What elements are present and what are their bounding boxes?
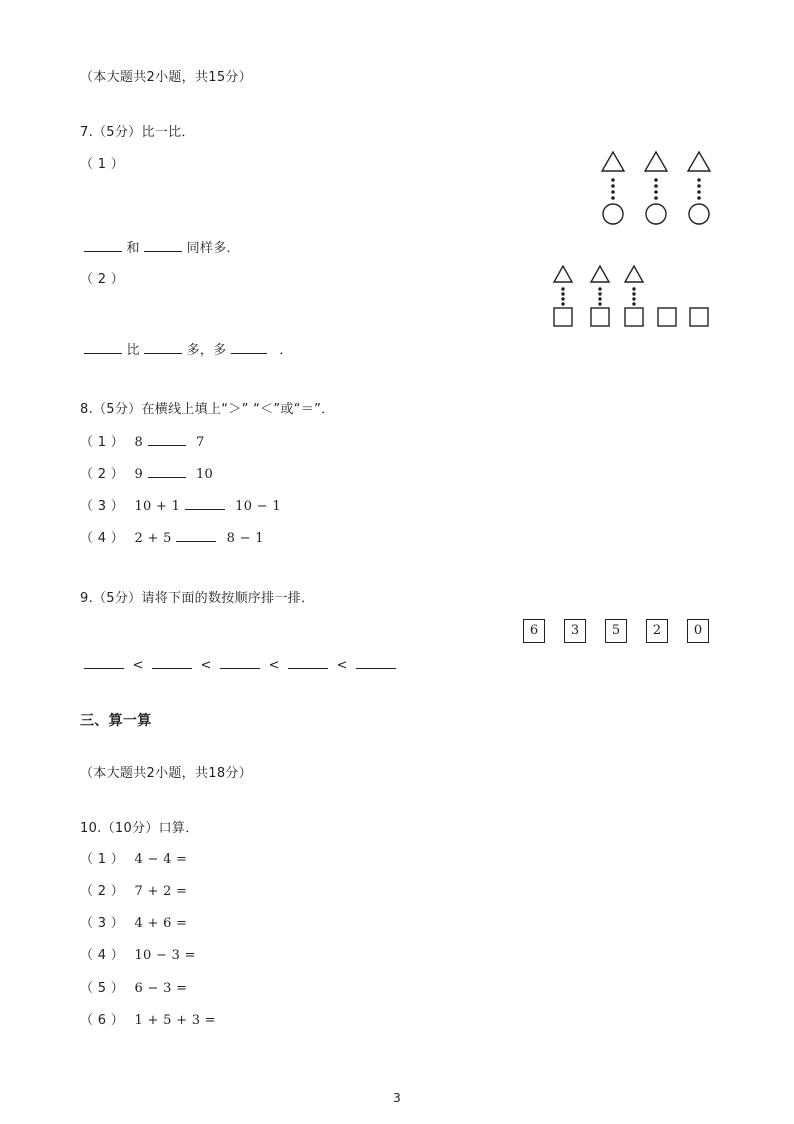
number-card: 6 [523, 619, 545, 643]
duo-text: 多，多 [186, 343, 227, 358]
square-shape [658, 308, 676, 326]
expression: 6 − 3 = [134, 981, 188, 996]
q7-part2-answer-line [84, 342, 293, 359]
page-number: 3 [393, 1091, 401, 1105]
square-shape [554, 308, 572, 326]
expression: 4 − 4 = [134, 852, 188, 867]
q8-item [80, 434, 205, 451]
expr-right: 7 [195, 435, 205, 450]
and-text: 和 [126, 241, 140, 256]
triangle-shape [554, 266, 572, 282]
q8-title: 8.（5分）在横线上填上“＞” “＜”或“＝”． [80, 402, 335, 417]
q10-item [80, 981, 187, 997]
circle-shape [646, 204, 666, 224]
q10-item [80, 948, 196, 964]
q8-item [80, 530, 264, 547]
same-text: 同样多． [186, 241, 240, 256]
q10-item [80, 884, 187, 900]
bi-text: 比 [126, 343, 140, 358]
answer-blank[interactable] [148, 466, 186, 478]
q7-title: 7.（5分）比一比． [80, 125, 195, 140]
answer-blank[interactable] [148, 434, 186, 446]
expression: 4 + 6 = [134, 916, 188, 931]
triangle-shape [591, 266, 609, 282]
item-label: （ 6 ） [80, 1013, 125, 1028]
item-label: （ 3 ） [80, 916, 125, 931]
q10-item [80, 916, 187, 932]
triangle-shape [625, 266, 643, 282]
square-shape [625, 308, 643, 326]
expr-left: 2 + 5 [134, 531, 172, 546]
number-card: 0 [687, 619, 709, 643]
section-note: （本大题共2小题，共15分） [80, 70, 253, 85]
period-text: ． [279, 343, 293, 358]
q7-part2-label: （ 2 ） [80, 272, 125, 287]
square-shape [591, 308, 609, 326]
expr-left: 10 + 1 [134, 499, 181, 514]
answer-blank[interactable] [144, 240, 182, 252]
expression: 10 − 3 = [134, 948, 196, 963]
less-than-sign: < [132, 658, 144, 673]
answer-blank[interactable] [84, 657, 124, 669]
item-label: （ 4 ） [80, 531, 125, 546]
item-label: （ 1 ） [80, 852, 125, 867]
expr-left: 9 [134, 467, 144, 482]
answer-blank[interactable] [220, 657, 260, 669]
number-card: 5 [605, 619, 627, 643]
expression: 7 + 2 = [134, 884, 188, 899]
q8-item [80, 498, 281, 515]
answer-blank[interactable] [231, 342, 267, 354]
expression: 1 + 5 + 3 = [134, 1013, 216, 1028]
answer-blank[interactable] [84, 240, 122, 252]
triangle-shape [645, 152, 667, 171]
item-label: （ 2 ） [80, 467, 125, 482]
q7-part1-answer-line [84, 240, 240, 257]
answer-blank[interactable] [144, 342, 182, 354]
item-label: （ 5 ） [80, 981, 125, 996]
item-label: （ 1 ） [80, 435, 125, 450]
section-note: （本大题共2小题，共18分） [80, 766, 253, 781]
q10-item [80, 852, 187, 868]
q8-item [80, 466, 213, 483]
answer-blank[interactable] [288, 657, 328, 669]
triangle-shape [688, 152, 710, 171]
item-label: （ 3 ） [80, 499, 125, 514]
item-label: （ 2 ） [80, 884, 125, 899]
q9-answer-line [84, 657, 396, 674]
answer-blank[interactable] [176, 530, 216, 542]
q10-item [80, 1013, 216, 1029]
expr-left: 8 [134, 435, 144, 450]
expr-right: 10 − 1 [235, 499, 281, 514]
answer-blank[interactable] [84, 342, 122, 354]
answer-blank[interactable] [152, 657, 192, 669]
less-than-sign: < [268, 658, 280, 673]
circle-shape [689, 204, 709, 224]
answer-blank[interactable] [185, 498, 225, 510]
circle-shape [603, 204, 623, 224]
expr-right: 10 [195, 467, 214, 482]
q9-title: 9.（5分）请将下面的数按顺序排一排． [80, 591, 315, 606]
answer-blank[interactable] [356, 657, 396, 669]
section-heading: 三、算一算 [80, 713, 152, 729]
q7-part1-label: （ 1 ） [80, 157, 125, 172]
expr-right: 8 − 1 [226, 531, 264, 546]
q10-title: 10.（10分）口算． [80, 821, 199, 836]
number-card: 3 [564, 619, 586, 643]
triangle-square-pairs-figure [545, 262, 720, 332]
item-label: （ 4 ） [80, 948, 125, 963]
square-shape [690, 308, 708, 326]
triangle-shape [602, 152, 624, 171]
less-than-sign: < [336, 658, 348, 673]
triangle-circle-pairs-figure [595, 148, 725, 228]
number-card: 2 [646, 619, 668, 643]
less-than-sign: < [200, 658, 212, 673]
